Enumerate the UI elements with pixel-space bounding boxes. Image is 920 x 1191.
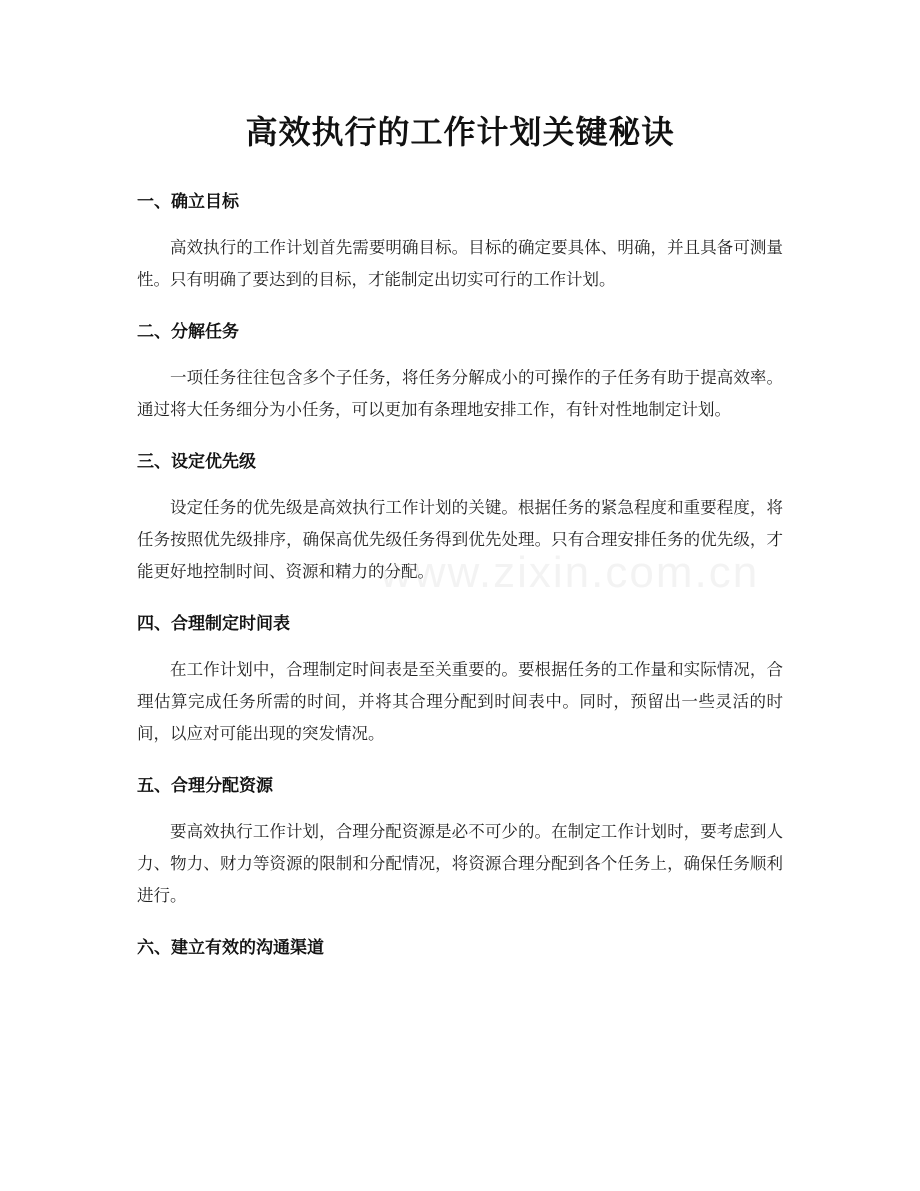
section-paragraph: 高效执行的工作计划首先需要明确目标。目标的确定要具体、明确，并且具备可测量性。只有明确了要达到的目标，才能制定出切实可行的工作计划。 <box>137 238 783 289</box>
section-schedule <box>137 610 783 750</box>
section-paragraph: 在工作计划中，合理制定时间表是至关重要的。要根据任务的工作量和实际情况，合理估算完成任务所需的时间，并将其合理分配到时间表中。同时，预留出一些灵活的时间，以应对可能出现的突发情况。 <box>137 660 783 743</box>
section-heading: 四、合理制定时间表 <box>137 614 290 634</box>
section-allocate-resources <box>137 772 783 912</box>
section-heading: 二、分解任务 <box>137 322 239 342</box>
section-paragraph: 设定任务的优先级是高效执行工作计划的关键。根据任务的紧急程度和重要程度，将任务按照优先级排序，确保高优先级任务得到优先处理。只有合理安排任务的优先级，才能更好地控制时间、资源和精力的分配。 <box>137 498 783 581</box>
section-break-down-tasks <box>137 318 783 426</box>
section-set-priorities <box>137 448 783 588</box>
section-heading: 一、确立目标 <box>137 192 239 212</box>
section-paragraph: 一项任务往往包含多个子任务，将任务分解成小的可操作的子任务有助于提高效率。通过将大任务细分为小任务，可以更加有条理地安排工作，有针对性地制定计划。 <box>137 368 783 419</box>
section-heading: 三、设定优先级 <box>137 452 256 472</box>
watermark: www.zixin.com.cn <box>380 548 760 597</box>
section-heading: 五、合理分配资源 <box>137 776 273 796</box>
document-title: 高效执行的工作计划关键秘诀 <box>245 113 675 151</box>
section-paragraph: 要高效执行工作计划，合理分配资源是必不可少的。在制定工作计划时，要考虑到人力、物力、财力等资源的限制和分配情况，将资源合理分配到各个任务上，确保任务顺利进行。 <box>137 822 783 905</box>
section-establish-goals <box>137 188 783 296</box>
section-communication-channels <box>137 934 783 962</box>
section-heading: 六、建立有效的沟通渠道 <box>137 938 324 958</box>
